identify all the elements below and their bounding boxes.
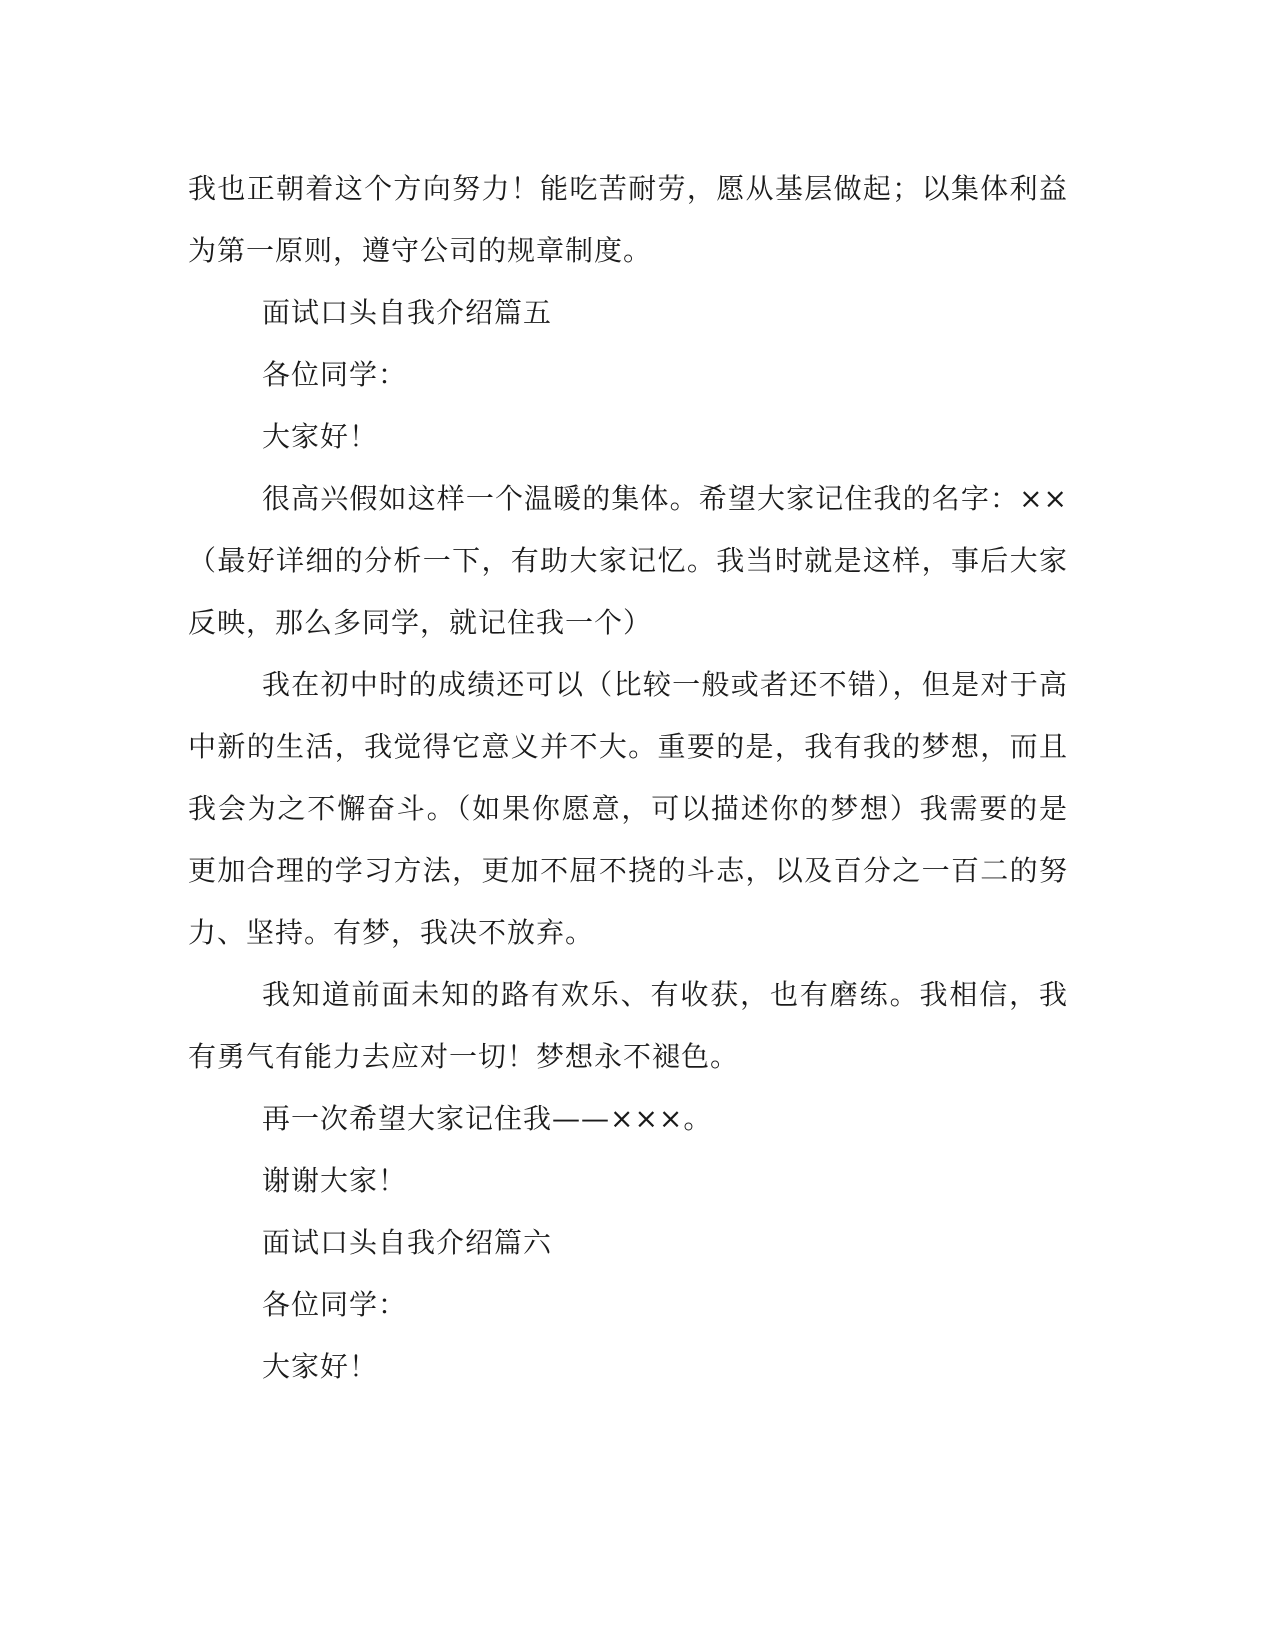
document-body xyxy=(188,158,1068,1398)
paragraph-intro: 很高兴假如这样一个温暖的集体。希望大家记住我的名字：××（最好详细的分析一下，有助大家记忆。我当时就是这样，事后大家反映，那么多同学，就记住我一个） xyxy=(188,482,1068,639)
greeting: 大家好！ xyxy=(262,420,379,453)
section-heading-6: 面试口头自我介绍篇六 xyxy=(262,1226,553,1259)
thanks-line: 谢谢大家！ xyxy=(262,1164,408,1197)
greeting-2: 大家好！ xyxy=(262,1350,379,1383)
paragraph-dream: 我在初中时的成绩还可以（比较一般或者还不错），但是对于高中新的生活，我觉得它意义并不大。重要的是，我有我的梦想，而且我会为之不懈奋斗。（如果你愿意，可以描述你的梦想）我需要的是更加合理的学习方法，更加不屈不挠的斗志，以及百分之一百二的努力、坚持。有梦，我决不放弃。 xyxy=(188,668,1068,949)
salutation: 各位同学： xyxy=(262,358,408,391)
paragraph-remember: 再一次希望大家记住我——×××。 xyxy=(262,1102,713,1135)
salutation-2: 各位同学： xyxy=(262,1288,408,1321)
paragraph-continuation: 我也正朝着这个方向努力！能吃苦耐劳，愿从基层做起；以集体利益为第一原则，遵守公司的规章制度。 xyxy=(188,172,1068,267)
section-heading-5: 面试口头自我介绍篇五 xyxy=(262,296,553,329)
paragraph-road-ahead: 我知道前面未知的路有欢乐、有收获，也有磨练。我相信，我有勇气有能力去应对一切！梦想永不褪色。 xyxy=(188,978,1068,1073)
